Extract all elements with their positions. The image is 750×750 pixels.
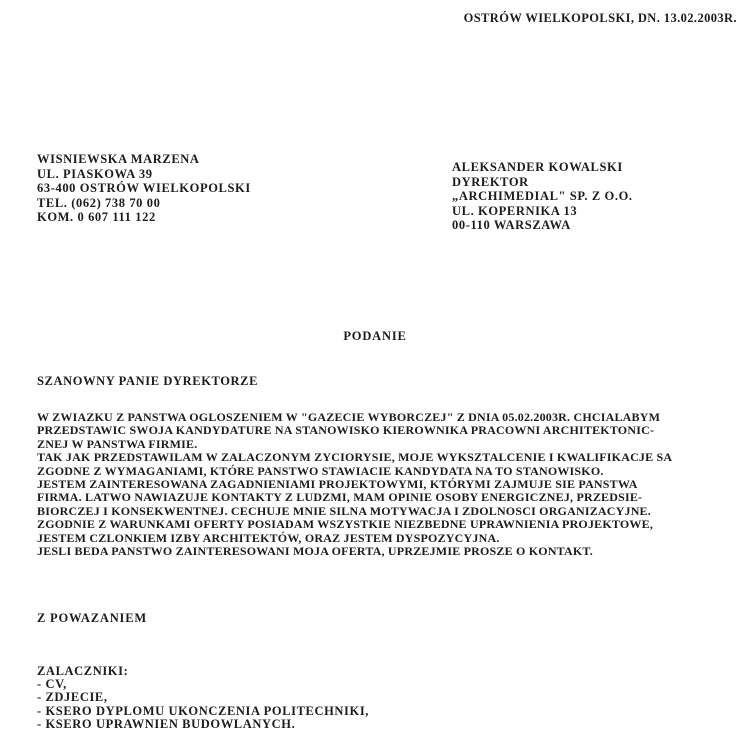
attachments-heading: ZALACZNIKI:	[37, 664, 129, 678]
body-line: ZGODNIE Z WARUNKAMI OFERTY POSIADAM WSZYSTKIE NIEZBEDNE UPRAWNIENIA PROJEKTOWE,	[37, 517, 654, 532]
attachment-item: - KSERO UPRAWNIEN BUDOWLANYCH.	[37, 716, 296, 731]
letter-body	[37, 411, 743, 558]
recipient-city: 00-110 WARSZAWA	[452, 218, 571, 233]
body-line: JESTEM CZLONKIEM IZBY ARCHITEKTÓW, ORAZ JESTEM DYSPOZYCYJNA.	[37, 530, 500, 545]
sender-name: WISNIEWSKA MARZENA	[37, 152, 200, 166]
attachments-section	[37, 665, 369, 731]
body-line: ZNEJ W PANSTWA FIRMIE.	[37, 436, 198, 451]
recipient-title: DYREKTOR	[452, 174, 529, 189]
recipient-company: „ARCHIMEDIAL" SP. Z O.O.	[452, 189, 633, 204]
body-line: PRZEDSTAWIC SWOJA KANDYDATURE NA STANOWISKO KIEROWNIKA PRACOWNI ARCHITEKTONIC-	[37, 423, 655, 438]
closing-phrase: Z POWAZANIEM	[37, 611, 147, 625]
attachment-item: - CV,	[37, 677, 67, 692]
sender-phone: TEL. (062) 738 70 00	[37, 195, 161, 210]
sender-address-block	[37, 152, 251, 225]
salutation: SZANOWNY PANIE DYREKTORZE	[37, 374, 259, 388]
body-line: W ZWIAZKU Z PANSTWA OGLOSZENIEM W "GAZECIE WYBORCZEJ" Z DNIA 05.02.2003R. CHCIALABYM	[37, 410, 661, 424]
body-line: BIORCZEJ I KONSEKWENTNEJ. CECHUJE MNIE SILNA MOTYWACJA I ZDOLNOSCI ORGANIZACYJNE.	[37, 503, 651, 518]
body-line: FIRMA. LATWO NAWIAZUJE KONTAKTY Z LUDZMI, MAM OPINIE OSOBY ENERGICZNEJ, PRZEDSIE-	[37, 490, 643, 505]
body-line: JESTEM ZAINTERESOWANA ZAGADNIENIAMI PROJEKTOWYMI, KTÓRYMI ZAJMUJE SIE PANSTWA	[37, 477, 638, 492]
sender-mobile: KOM. 0 607 111 122	[37, 210, 156, 225]
recipient-address-block	[452, 160, 633, 233]
body-line: ZGODNE Z WYMAGANIAMI, KTÓRE PANSTWO STAWIACIE KANDYDATA NA TO STANOWISKO.	[37, 463, 604, 478]
sender-city: 63-400 OSTRÓW WIELKOPOLSKI	[37, 181, 251, 196]
attachment-item: - ZDJECIE,	[37, 690, 108, 705]
sender-street: UL. PIASKOWA 39	[37, 166, 153, 181]
body-line: TAK JAK PRZEDSTAWILAM W ZALACZONYM ZYCIORYSIE, MOJE WYKSZTALCENIE I KWALIFIKACJE SA	[37, 450, 673, 465]
letter-date: OSTRÓW WIELKOPOLSKI, DN. 13.02.2003R.	[463, 11, 737, 25]
recipient-street: UL. KOPERNIKA 13	[452, 203, 578, 218]
document-title: PODANIE	[343, 329, 407, 343]
body-line: JESLI BEDA PANSTWO ZAINTERESOWANI MOJA OFERTA, UPRZEJMIE PROSZE O KONTAKT.	[37, 544, 593, 559]
attachment-item: - KSERO DYPLOMU UKONCZENIA POLITECHNIKI,	[37, 703, 370, 718]
recipient-name: ALEKSANDER KOWALSKI	[452, 160, 623, 174]
